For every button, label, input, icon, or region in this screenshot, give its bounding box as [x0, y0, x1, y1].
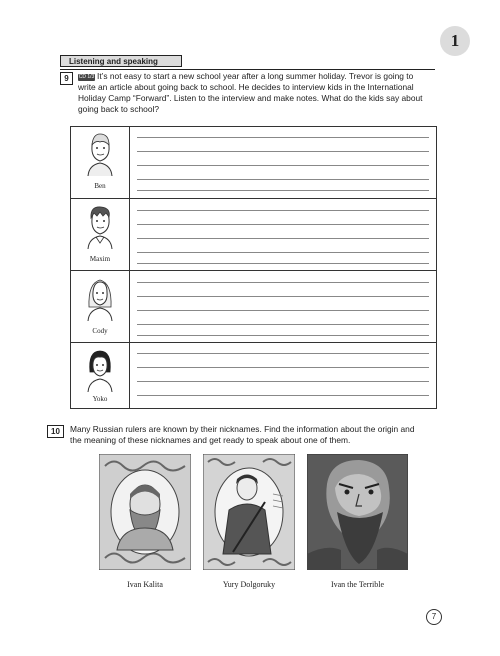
kid-cell-yoko [71, 343, 130, 409]
caption-yury-dolgoruky: Yury Dolgoruky [222, 580, 276, 589]
kid-cell-cody [71, 271, 130, 343]
cody-portrait [84, 277, 116, 321]
answer-line[interactable] [137, 335, 429, 336]
exercise-9-text [78, 71, 438, 115]
answer-line[interactable] [137, 190, 429, 191]
exercise-9-line-3: Holiday Camp “Forward”. Listen to the interview and make notes. What do the kids say about [78, 93, 423, 103]
answer-line[interactable] [137, 263, 429, 264]
exercise-9-line-4: going back to school? [78, 104, 160, 114]
answer-line[interactable] [137, 282, 429, 283]
exercise-9-number: 9 [60, 72, 73, 85]
notes-table [70, 126, 437, 409]
answer-line[interactable] [137, 238, 429, 239]
exercise-10-number: 10 [47, 425, 64, 438]
section-header: Listening and speaking [60, 55, 182, 67]
answer-line[interactable] [137, 353, 429, 354]
answer-line[interactable] [137, 224, 429, 225]
ben-portrait [84, 132, 116, 176]
unit-number-badge: 1 [440, 26, 470, 56]
answer-line[interactable] [137, 179, 429, 180]
page-number: 7 [426, 609, 442, 625]
exercise-10-text [70, 424, 440, 446]
answer-line[interactable] [137, 395, 429, 396]
exercise-10-line-1: Many Russian rulers are known by their nicknames. Find the information about the origin and [70, 424, 415, 434]
answer-line[interactable] [137, 165, 429, 166]
yury-dolgoruky-portrait [203, 454, 295, 570]
table-row-maxim [71, 198, 436, 271]
kid-name-ben: Ben [94, 182, 106, 190]
answer-line[interactable] [137, 210, 429, 211]
kid-cell-maxim [71, 199, 130, 271]
answer-line[interactable] [137, 137, 429, 138]
exercise-9-line-1: CD 1/3 It’s not easy to start a new school year after a long summer holiday. Trevor is going to [78, 71, 414, 81]
answer-line[interactable] [137, 381, 429, 382]
caption-ivan-the-terrible: Ivan the Terrible [330, 580, 385, 589]
answer-line[interactable] [137, 296, 429, 297]
kid-name-yoko: Yoko [92, 395, 108, 403]
yoko-portrait [84, 348, 116, 392]
answer-line[interactable] [137, 324, 429, 325]
caption-ivan-kalita: Ivan Kalita [127, 580, 163, 589]
answer-line[interactable] [137, 310, 429, 311]
exercise-9-line-2: write an article about going back to school. He decides to interview kids in the International [78, 82, 414, 92]
table-row-cody [71, 270, 436, 343]
kid-name-cody: Cody [92, 327, 108, 335]
exercise-10-line-2: the meaning of these nicknames and get ready to speak about one of them. [70, 435, 351, 445]
table-row-yoko [71, 342, 436, 409]
answer-line[interactable] [137, 252, 429, 253]
table-row-ben [71, 127, 436, 198]
ivan-kalita-portrait [99, 454, 191, 570]
maxim-portrait [84, 205, 116, 249]
answer-line[interactable] [137, 151, 429, 152]
kid-name-maxim: Maxim [89, 255, 111, 263]
audio-cd-icon[interactable]: CD 1/3 [78, 74, 95, 80]
kid-cell-ben [71, 127, 130, 198]
ivan-the-terrible-portrait [307, 454, 408, 570]
answer-line[interactable] [137, 367, 429, 368]
